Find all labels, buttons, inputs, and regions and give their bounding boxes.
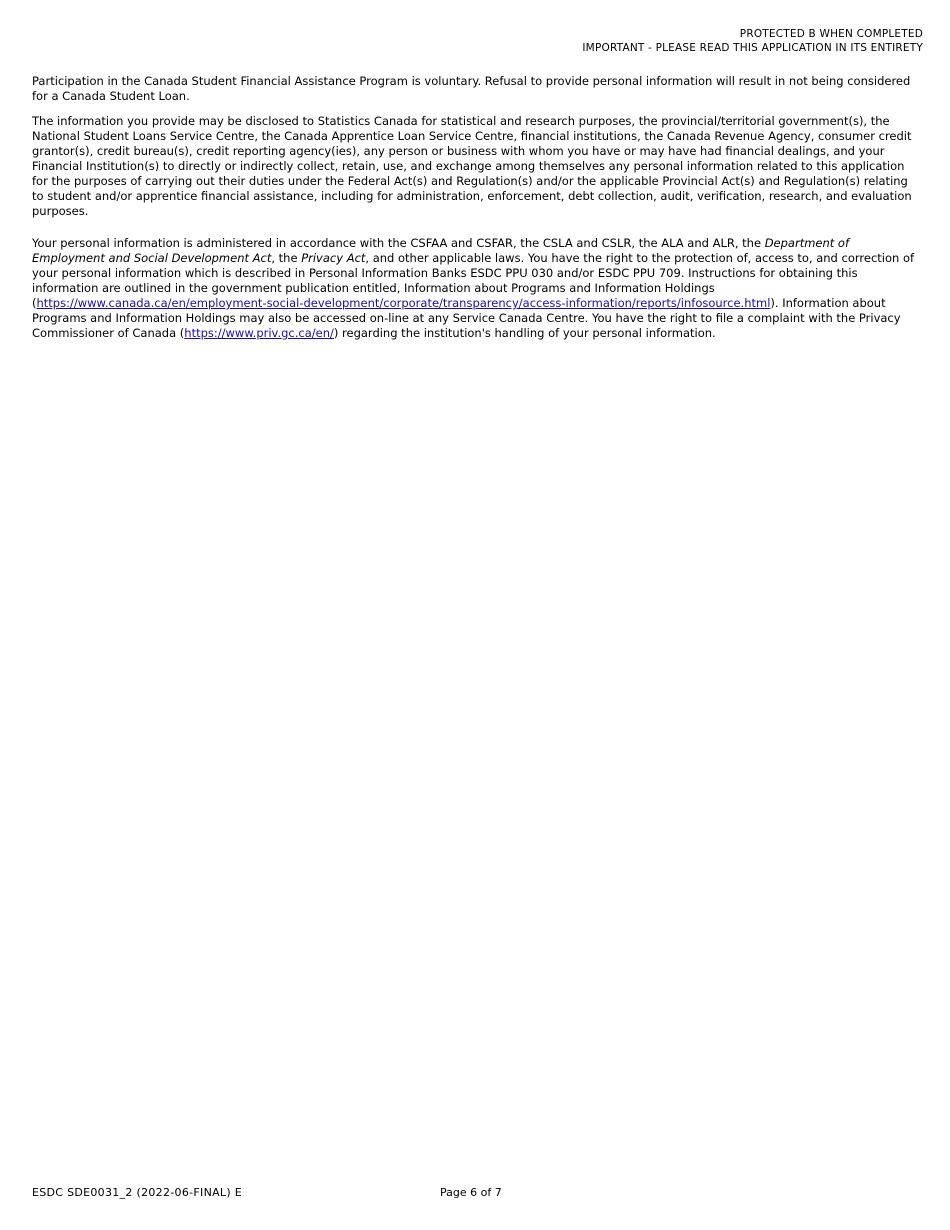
protected-label: PROTECTED B WHEN COMPLETED — [739, 28, 923, 40]
admin-text-4: ). Information about Programs and Information Holdings may also be accessed on-line at any Service Canada Centre. You have the right to file a complaint with the Privacy Commissioner of Canada ( — [32, 296, 901, 340]
admin-text-1: Your personal information is administered in accordance with the CSFAA and CSFAR, the CSLA and CSLR, the ALA and ALR, the — [32, 236, 765, 250]
form-identifier: ESDC SDE0031_2 (2022-06-FINAL) E — [32, 1186, 242, 1199]
participation-paragraph: Participation in the Canada Student Financial Assistance Program is voluntary. Refusal to provide personal information will result in not being considered for a Canada Student Loan. — [32, 74, 911, 103]
admin-text-3: , and other applicable laws. You have the right to the protection of, access to, and correction of your personal information which is described in Personal Information Banks ESDC PPU 030 and/or ESDC PPU 709. Instructions for obtaining this information are outlined in the government publication entitled, Information about Programs and Information Holdings ( — [32, 251, 915, 310]
privacy-commissioner-link[interactable]: https://www.priv.gc.ca/en/ — [184, 326, 334, 340]
infosource-link[interactable]: https://www.canada.ca/en/employment-social-development/corporate/transparency/access-information/reports/infosource.html — [36, 296, 771, 310]
esdc-act-title: Department of Employment and Social Development Act — [32, 236, 850, 265]
privacy-act-title: Privacy Act — [301, 251, 366, 265]
important-notice: IMPORTANT - PLEASE READ THIS APPLICATION IN ITS ENTIRETY — [582, 41, 923, 54]
page-number: Page 6 of 7 — [440, 1186, 502, 1199]
privacy-notice-body — [32, 74, 922, 351]
administration-paragraph — [32, 236, 922, 341]
admin-text-2: , the — [271, 251, 302, 265]
admin-text-5: ) regarding the institution's handling of your personal information. — [333, 326, 716, 340]
page-header — [582, 28, 923, 55]
disclosure-paragraph: The information you provide may be disclosed to Statistics Canada for statistical and research purposes, the provincial/territorial government(s), the National Student Loans Service Centre, the Canada Apprentice Loan Service Centre, financial institutions, the Canada Revenue Agency, consumer credit grantor(s), credit bureau(s), credit reporting agency(ies), any person or business with whom you have or may have had financial dealings, and your Financial Institution(s) to directly or indirectly collect, retain, use, and exchange among themselves any personal information related to this application for the purposes of carrying out their duties under the Federal Act(s) and Regulation(s) and/or the applicable Provincial Act(s) and Regulation(s) relating to student and/or apprentice financial assistance, including for administration, enforcement, debt collection, audit, verification, research, and evaluation purposes. — [32, 114, 912, 218]
